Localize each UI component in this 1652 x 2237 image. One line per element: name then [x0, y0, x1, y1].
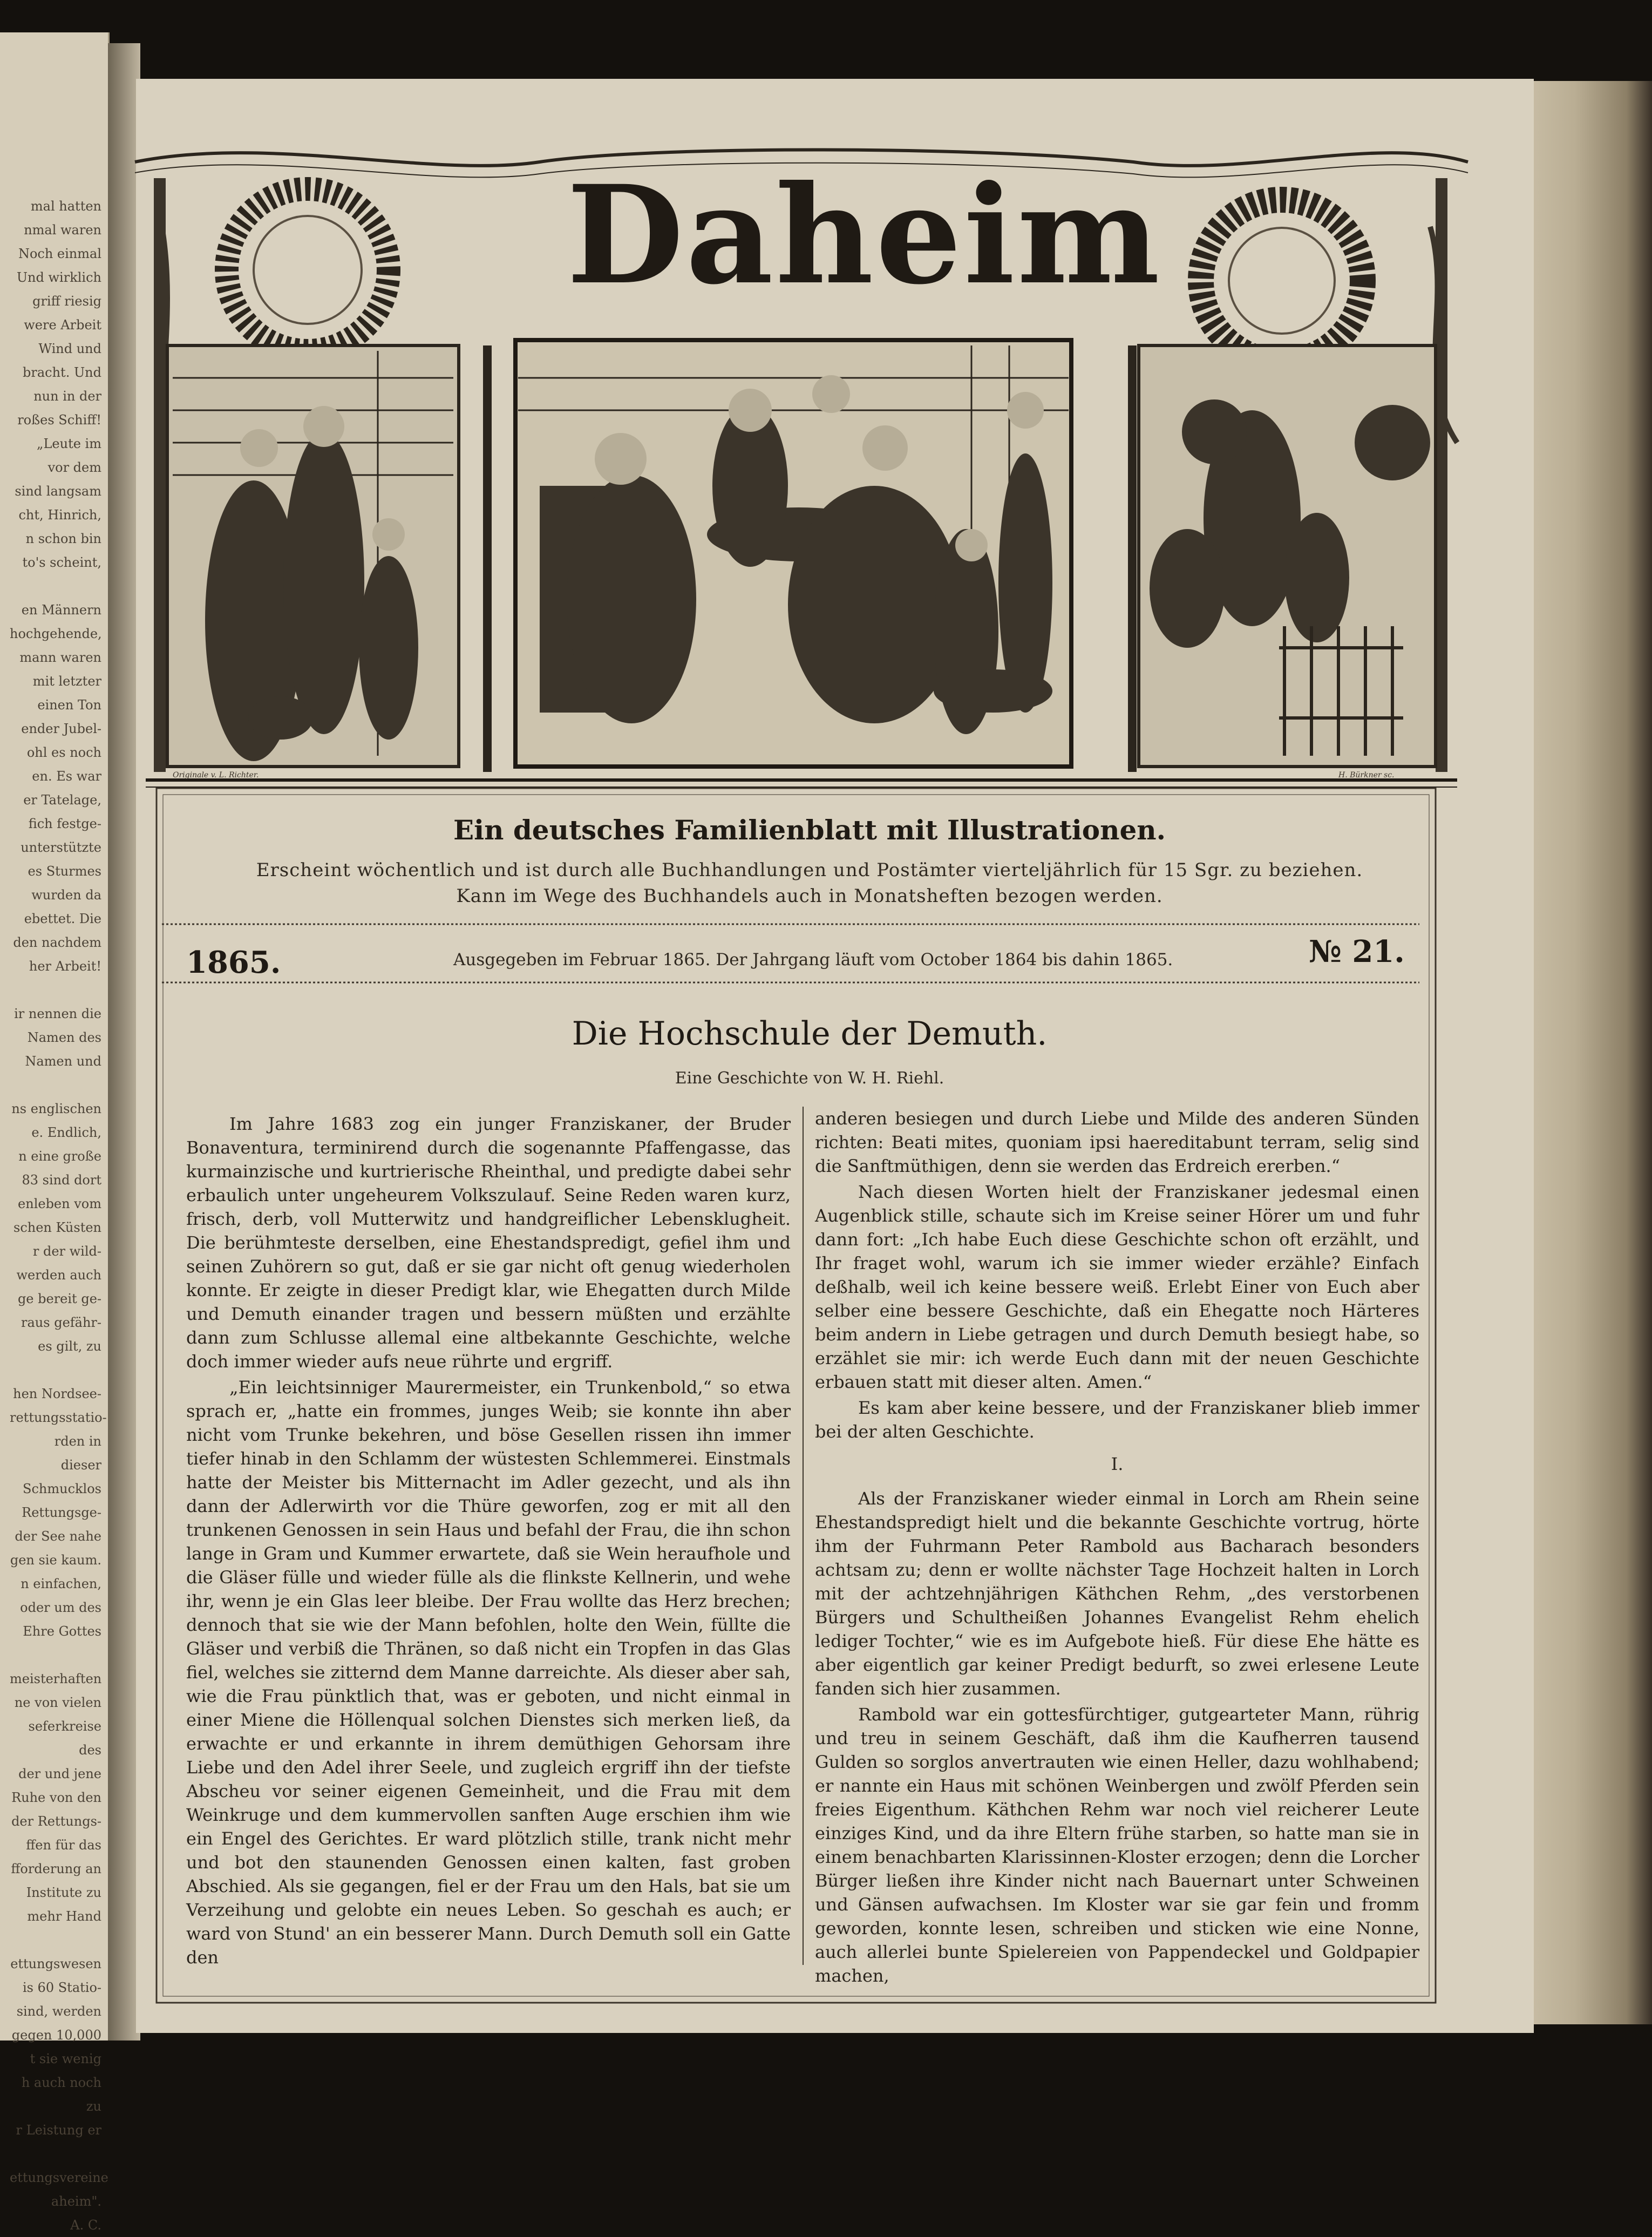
right-wreath — [1201, 200, 1363, 362]
story-author: Eine Geschichte von W. H. Riehl. — [675, 1069, 944, 1088]
masthead-title: Daheim — [567, 155, 1162, 314]
illustration-caption-right: H. Bürkner sc. — [1338, 771, 1395, 779]
issue-year: 1865. — [186, 945, 281, 980]
subscription-info-line2: Kann im Wege des Buchhandels auch in Monatsheften bezogen werden. — [456, 885, 1163, 907]
issue-number: № 21. — [1309, 934, 1405, 970]
subscription-info-line1: Erscheint wöchentlich und ist durch alle Buchhandlungen und Postämter vierteljährlich für 15 Sgr. zu beziehen. — [256, 859, 1363, 881]
issue-date-line: Ausgegeben im Februar 1865. Der Jahrgang läuft vom October 1864 bis dahin 1865. — [453, 950, 1173, 970]
subtitle: Ein deutsches Familienblatt mit Illustrationen. — [453, 814, 1166, 846]
paragraph: Als der Franziskaner wieder einmal in Lorch am Rhein seine Ehestandspredigt hielt und die bekannte Geschichte vortrug, hörte ihm der Fuhrmann Peter Rambold aus Bacharach besonders achtsam zu; denn er wollte nächster Tage Hochzeit halten in Lorch mit der achtzehnjährigen Käthchen Rehm, „des verstorbenen Bürgers und Schultheißen Johannes Evangelist Rehm ehelich lediger Tochter,“ wie es im Aufgebote hieß. Für diese Ehe hätte es aber eigentlich gar keiner Predigt bedurft, so zwei erlesene Leute fanden sich hier zusammen. — [815, 1488, 1419, 1699]
left-wreath — [227, 189, 389, 351]
story-title: Die Hochschule der Demuth. — [572, 1015, 1048, 1053]
paragraph: Es kam aber keine bessere, und der Franziskaner blieb immer bei der alten Geschichte. — [815, 1398, 1419, 1442]
paragraph: Im Jahre 1683 zog ein junger Franziskaner, der Bruder Bonaventura, terminirend durch die sogenannte Pfaffengasse, das kurmainzische und kurtrierische Rheinthal, und predigte dabei sehr erbaulich unter ungeheurem Volkszulauf. Seine Reden waren kurz, frisch, derb, voll Mutterwitz und handgreiflicher Lebensklugheit. Die berühmteste derselben, eine Ehestandspredigt, gefiel ihm und seinen Zuhörern so gut, daß er sie gar nicht oft genug wiederholen konnte. Er zeigte in dieser Predigt klar, wie Ehegatten durch Milde und Demuth einander tragen und bessern müßten und erzählte dann zum Schlusse allemal eine altbekannte Geschichte, welche doch immer wieder aufs neue rührte und ergriff. — [186, 1114, 791, 1372]
text-column-right — [815, 1107, 1419, 1990]
paragraph: Rambold war ein gottesfürchtiger, gutgearteter Mann, rührig und treu in seinem Geschäft, daß ihm die Kaufherren tausend Gulden so sorglos anvertrauten wie einen Heller, dazu wohlhabend; er nannte ein Haus mit schönen Weinbergen und zwölf Pferden sein freies Eigenthum. Käthchen Rehm war noch viel reicherer Leute einziges Kind, und da ihre Eltern frühe starben, so hatte man sie in einem benachbarten Klarissinnen-Kloster erzogen; denn die Lorcher Bürger ließen ihre Kinder nicht nach Bauernart unter Schweinen und Gänsen aufwachsen. Im Kloster war sie gar fein und fromm geworden, konnte lesen, schreiben und sticken wie eine Nonne, auch allerlei bunte Spielereien von Pappendeckel und Goldpapier machen, — [815, 1704, 1419, 1986]
left-page-text-fragments: mal hatten nmal waren Noch einmal Und wirklich griff riesig were Arbeit Wind und bracht. Und nun in der roßes Schiff! „Leute im vor dem sind langsam cht, Hinrich, n schon bin to's scheint, en Männern hochgehende, mann waren mit letzter einen Ton ender Jubel- ohl es noch en. Es war er Tatelage, fich festge- unterstützte es Sturmes wurden da ebettet. Die den nachdem her Arbeit! ir nennen die Namen des Namen und ns englischen e. Endlich, n eine große 83 sind dort enleben vom schen Küsten r der wild- werden auch ge bereit ge- raus gefähr- es gilt, zu hen Nordsee- rettungsstatio- rden in dieser Schmucklos Rettungsge- der See nahe gen sie kaum. n einfachen, oder um des Ehre Gottes meisterhaften ne von vielen seferkreise des der und jene Ruhe von den der Rettungs- ffen für das fforderung an Institute zu mehr Hand ettungswesen is 60 Statio- sind, werden gegen 10,000 t sie wenig h auch noch zu r Leistung er ettungsvereine aheim". A. C. — [10, 199, 108, 2233]
text-column-left — [186, 1112, 791, 1971]
section-number: I. — [1111, 1454, 1124, 1474]
paragraph: anderen besiegen und durch Liebe und Milde des anderen Sünden richten: Beati mites, quoniam ipsi haereditabunt terram, selig sind die Sanftmüthigen, denn sie werden das Erdreich ererben.“ — [815, 1108, 1419, 1176]
illustration-caption-left: Originale v. L. Richter. — [173, 771, 259, 779]
paragraph: Nach diesen Worten hielt der Franziskaner jedesmal einen Augenblick stille, schaute sich im Kreise seiner Hörer um und fuhr dann fort: „Ich habe Euch diese Geschichte schon oft erzählt, und Ihr fraget wohl, warum ich sie immer wieder erzähle? Einfach deßhalb, weil ich keine bessere weiß. Erlebt Einer von Euch aber selber eine bessere Geschichte, daß ein Ehegatte noch Härteres beim andern in Liebe getragen und durch Demuth besiegt habe, so erzählet sie mir: ich werde Euch dann mit der neuen Geschichte erbauen statt mit dieser alten. Amen.“ — [815, 1182, 1419, 1392]
paragraph: „Ein leichtsinniger Maurermeister, ein Trunkenbold,“ so etwa sprach er, „hatte ein frommes, junges Weib; sie konnte ihn aber nicht vom Trunke bekehren, und böse Gesellen rissen ihn immer tiefer hinab in den Schlamm der wüstesten Schlemmerei. Einstmals hatte der Meister bis Mitternacht im Adler gezecht, und als ihn dann der Adlerwirth vor die Thüre geworfen, zog er mit all den trunkenen Genossen in sein Haus und befahl der Frau, die ihn schon lange in Gram und Kummer erwartete, daß sie Wein heraufhole und die Gläser fülle und wieder fülle als die flinkste Kellnerin, und wehe ihr, wenn je ein Glas leer bleibe. Der Frau wollte das Herz brechen; dennoch that sie wie der Mann befohlen, holte den Wein, füllte die Gläser und verbiß die Thränen, so daß nicht ein Tropfen in das Glas fiel, welches sie zitternd dem Manne darreichte. Als dieser aber sah, wie die Frau pünktlich that, was er geboten, und nicht einmal in einer Miene die Höllenqual solchen Dienstes sich merken ließ, da erwachte er und erkannte in ihrem demüthigen Gehorsam ihre Liebe und den Adel ihrer Seele, und zugleich ergriff ihn der tiefste Abscheu vor seiner eigenen Gemeinheit, und die Frau mit dem Weinkruge und dem kummervollen sanften Auge erschien ihm wie ein Engel des Gerichtes. Er ward plötzlich stille, trank nicht mehr und bot den staunenden Genossen einen kalten, fast groben Abschied. Als sie gegangen, fiel er der Frau um den Hals, bat sie um Verzeihung und gelobte ein neues Leben. So geschah es auch; er ward von Stund' an ein besserer Mann. Durch Demuth soll ein Gatte den — [186, 1377, 791, 1968]
